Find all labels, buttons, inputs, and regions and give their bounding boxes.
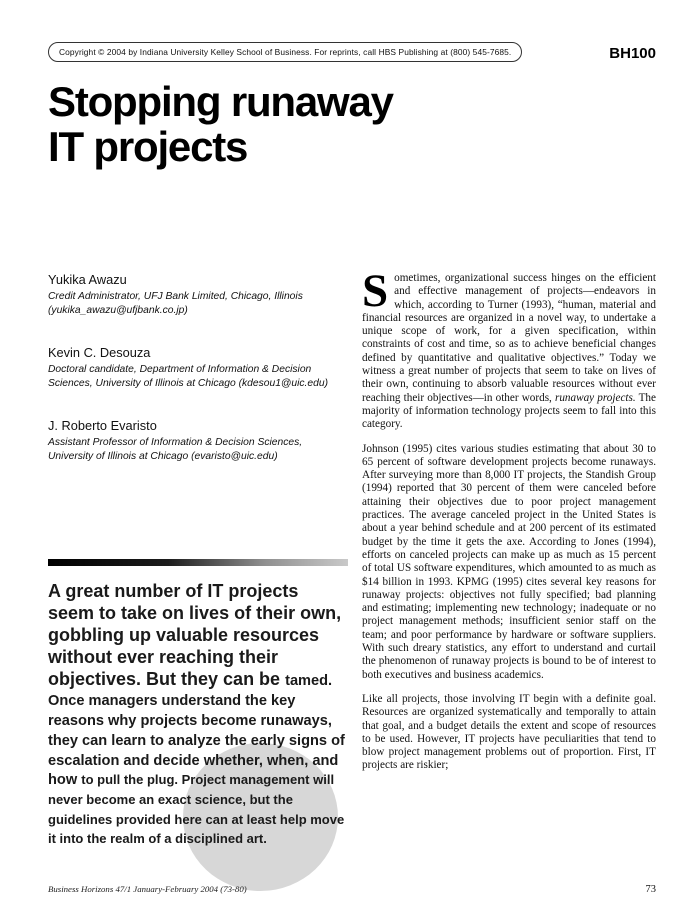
author-block (48, 345, 348, 390)
author-affiliation: Assistant Professor of Information & Decision Sciences, University of Illinois at Chicago (evaristo@uic.edu) (48, 437, 303, 462)
paragraph-1-text-end: The majority of information technology projects seem to fall into this category. (362, 391, 656, 431)
page-footer (48, 884, 656, 895)
paragraph-1-text: ometimes, organizational success hinges on the efficient and effective management of projects—endeavors in which, according to Turner (1993), “human, material and financial resources are organized in a novel way, to undertake a unique scope of work, for a given specification, within constraints of cost and time, so as to achieve beneficial changes defined by quantitative and qualitative objectives.” Today we witness a great number of projects that seem to take on lives of their own, continuing to absorb valuable resources without ever reaching their objectives—in other words, (362, 272, 656, 404)
author-name: Kevin C. Desouza (48, 345, 151, 361)
drop-cap: S (362, 265, 389, 317)
abstract-part-small: to pull the plug. Project management will never become an exact science, but the guidelines provided here can at least help move it into the realm of a disciplined art. (48, 772, 345, 847)
paragraph-1 (362, 265, 656, 432)
author-affiliation: Doctoral candidate, Department of Information & Decision Sciences, University of Illinois at Chicago (kdesou1@uic.edu) (48, 364, 329, 389)
article-title-line2: IT projects (48, 122, 248, 170)
author-name: J. Roberto Evaristo (48, 418, 157, 434)
page-number: 73 (645, 884, 656, 895)
document-code: BH100 (609, 45, 656, 62)
author-affiliation: Credit Administrator, UFJ Bank Limited, Chicago, Illinois (yukika_awazu@ufjbank.co.jp) (48, 291, 303, 316)
abstract-text (48, 581, 348, 848)
abstract-part-medium: tamed. Once managers understand the key reasons why projects become runaways, they can learn to analyze the early signs of escalation and decide whether, when, and how (48, 673, 345, 789)
journal-citation: Business Horizons 47/1 January-February 2004 (73-80) (48, 884, 247, 894)
author-block (48, 418, 348, 463)
page-header (48, 42, 656, 62)
copyright-notice: Copyright © 2004 by Indiana University Kelley School of Business. For reprints, call HBS Publishing at (800) 545-7685. (48, 42, 522, 62)
abstract-part-large: A great number of IT projects seem to take on lives of their own, gobbling up valuable resources without ever reaching their objectives. But they can be (48, 581, 342, 690)
article-title-line1: Stopping runaway (48, 78, 393, 125)
author-name: Yukika Awazu (48, 272, 127, 287)
gradient-divider (48, 559, 348, 566)
body-column (362, 265, 656, 849)
author-block (48, 272, 348, 317)
paragraph-1-italic-phrase: runaway projects. (554, 391, 636, 404)
article-title (48, 80, 393, 169)
left-column (48, 272, 348, 849)
paragraph-3: Like all projects, those involving IT begin with a definite goal. Resources are organized systematically and temporally to attain that goal, and a budget details the extent and scope of resources to be used. However, IT projects have peculiarities that tend to blow project management problems out of proportion. First, IT projects are riskier; (362, 692, 656, 772)
content-columns (48, 265, 656, 849)
paragraph-2: Johnson (1995) cites various studies estimating that about 30 to 65 percent of software development projects become runaways. After surveying more than 8,000 IT projects, the Standish Group (1994) reported that 30 percent of them were canceled before attaining their objectives due to poor project management practices. The average canceled project in the United States is about a year behind schedule and at 200 percent of its estimated budget by the time it gets the axe. According to Jones (1994), efforts on canceled projects can make up as much as 15 percent of total US software expenditures, which amounted to as much as $14 billion in 1993. KPMG (1995) cites several key reasons for runaway projects: objectives not fully specified; bad planning and estimating; implementing new technology; inadequate or no project management methods; insufficient senior staff on the team; and poor performance by hardware or software suppliers. With such dreary statistics, any effort to understand and curtail the phenomenon of runaway projects is bound to be of interest to both executives and business academics. (362, 442, 656, 681)
